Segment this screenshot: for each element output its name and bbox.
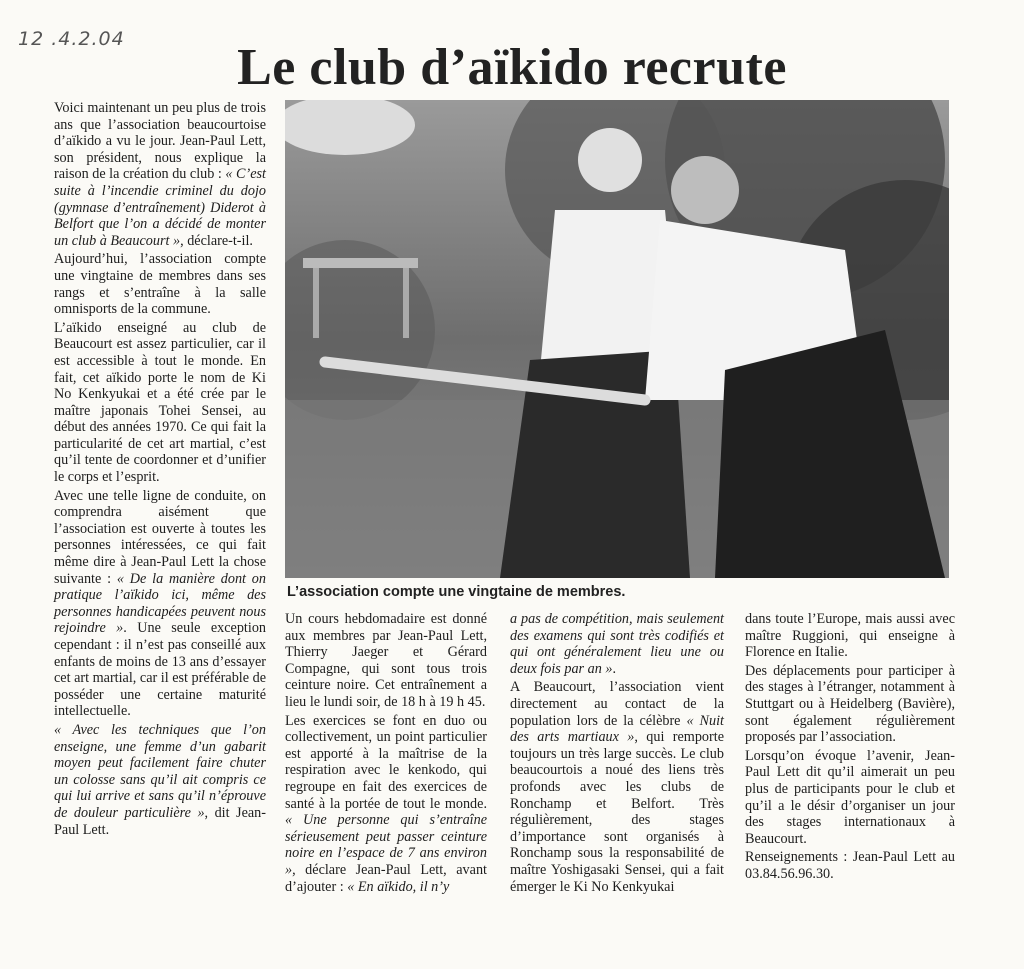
paragraph-text: Renseignements : Jean-Paul Lett au 03.84.56.96.30. [745,849,955,882]
quote-text: « De la manière dont on pratique l’aïkido ici, même des personnes handicapées peuvent nous rejoindre » [54,570,266,637]
paragraph-text: Aujourd’hui, l’association compte une vingtaine de membres dans ses rangs et s’entraîne à la salle omnisports de la commune. [54,251,266,318]
quote-text: « Nuit des arts martiaux » [510,712,724,746]
quote-text: a pas de compétition, mais seulement des examens qui sont très codifiés et qui ont généralement lieu une ou deux fois par an » [510,611,724,677]
text-column-1 [54,100,266,840]
paragraph-text: , déclare Jean-Paul Lett, avant d’ajouter : [285,861,487,895]
article-paragraph [510,611,724,677]
paragraph-text: . [612,660,617,677]
article-paragraph [54,100,266,249]
text-column-2 [285,611,487,897]
paragraph-text: dans toute l’Europe, mais aussi avec maître Ruggioni, qui enseigne à Florence en Italie. [745,611,955,661]
article-paragraph [745,849,955,882]
paragraph-text: , qui remporte toujours un très large succès. Le club beaucourtois a noué des liens très profonds avec les clubs de Ronchamp et Belfort. Très régulièrement, des stages d’importance sont organisés à Ronchamp sous la responsabilité de maître Yoshigasaki Sensei, qui a fait émerger le Ki No Kenkyukai [510,729,724,895]
paragraph-text: Des déplacements pour participer à des stages à l’étranger, notamment à Stuttgart ou à Heidelberg (Bavière), sont également régulièrement proposés par l’association. [745,662,955,746]
article-paragraph [54,320,266,486]
quote-text: « Une personne qui s’entraîne sérieusement peut passer ceinture noire en l’espace de 7 ans environ » [285,812,487,878]
article-paragraph [745,611,955,661]
photo-caption: L’association compte une vingtaine de membres. [287,584,626,600]
paragraph-text: Voici maintenant un peu plus de trois ans que l’association beaucourtoise d’aïkido a vu le jour. Jean-Paul Lett, son président, nous explique la raison de la création du club : [54,100,266,183]
paragraph-text: Avec une telle ligne de conduite, on comprendra aisément que l’association est ouverte à toutes les personnes intéressées, ce qui fait même dire à Jean-Paul Lett la chose suivante : [54,487,266,587]
text-column-3 [510,611,724,897]
article-paragraph [285,713,487,896]
handwritten-date: 12 .4.2.04 [18,28,125,50]
article-title: Le club d’aïkido recrute [237,39,787,96]
article-paragraph [54,722,266,838]
article-paragraph [54,488,266,720]
article-paragraph [745,748,955,848]
paragraph-text: . Une seule exception cependant : il n’est pas conseillé aux enfants de moins de 13 ans d’essayer cet art martial, car il est préférable de posséder une certaine maturité intellectuelle. [54,620,267,720]
quote-text: « En aïkido, il n’y [347,878,450,895]
text-column-4 [745,611,955,885]
aikido-photo-illustration [285,100,949,578]
paragraph-text: A Beaucourt, l’association vient directement au contact de la population lors de la célèbre [510,679,724,729]
article-paragraph [510,679,724,895]
paragraph-text: Les exercices se font en duo ou collectivement, un point particulier est apporté à la maîtrise de la respiration avec le kenkodo, qui regroupe en fait des exercices de santé à la portée de tout le monde. [285,712,487,812]
paragraph-text: L’aïkido enseigné au club de Beaucourt est assez particulier, car il est accessible à tout le monde. En fait, cet aïkido porte le nom de Ki No Kenkyukai et a été crée par le maître japonais Tohei Sensei, au début des années 1970. Ce qui fait la particularité de cet art martial, c’est qu’il tente de coordonner et d’unifier le corps et l’esprit. [54,319,266,486]
article-paragraph [54,251,266,317]
article-paragraph [745,663,955,746]
paragraph-text: , dit Jean-Paul Lett. [54,804,266,838]
paragraph-text: , déclare-t-il. [180,232,253,249]
quote-text: « Avec les techniques que l’on enseigne, une femme d’un gabarit moyen peut facilement faire chuter un colosse sans qu’il ait compris ce qui lui arrive et sans qu’il n’éprouve de douleur particulière » [54,721,266,821]
article-paragraph [285,611,487,711]
paragraph-text: Lorsqu’on évoque l’avenir, Jean-Paul Lett dit qu’il aimerait un peu plus de participants pour le club et qu’il a le désir d’organiser un jour des stages internationaux à Beaucourt. [745,747,955,847]
quote-text: « C’est suite à l’incendie criminel du dojo (gymnase d’entraînement) Diderot à Belfort que l’on a décidé de monter un club à Beaucourt » [54,166,266,249]
article-photo [285,100,949,578]
paragraph-text: Un cours hebdomadaire est donné aux membres par Jean-Paul Lett, Thierry Jaeger et Gérard Compagne, qui sont tous trois ceinture noire. Cet entraînement a lieu le lundi soir, de 18 h à 19 h 45. [285,611,487,710]
